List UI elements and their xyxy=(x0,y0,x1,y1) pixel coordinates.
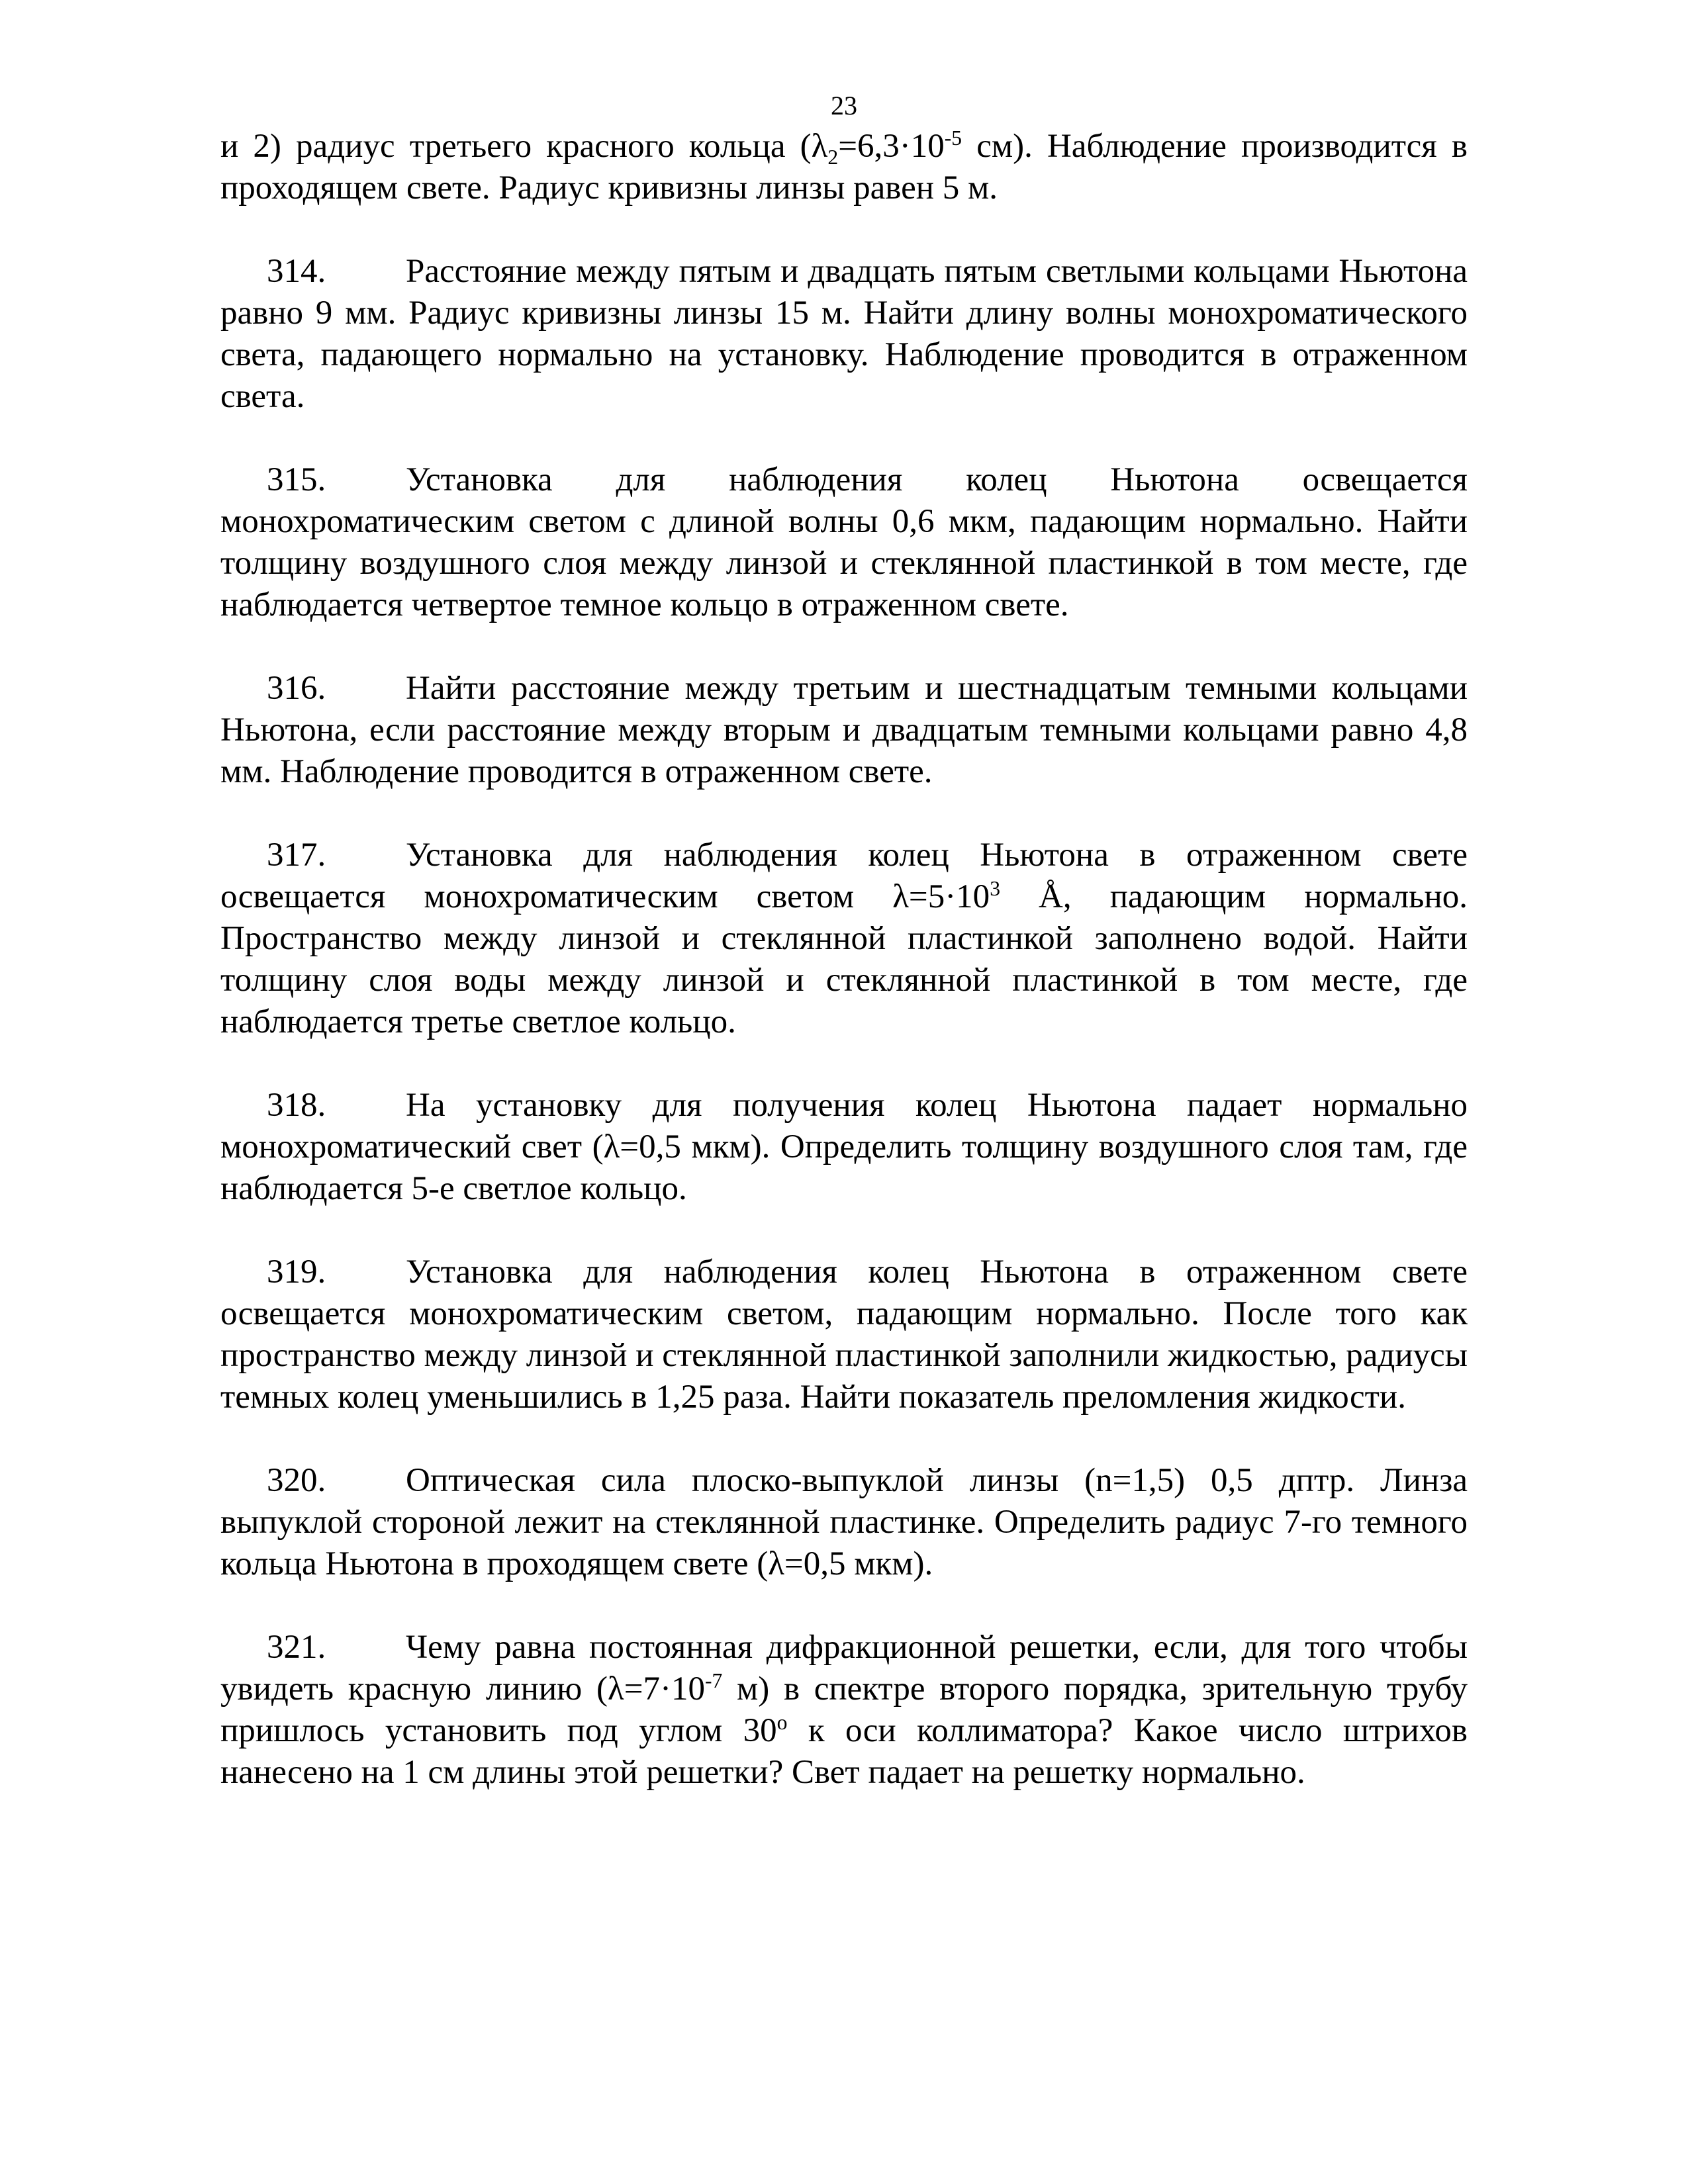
continuation-text-2: =6,3·10 xyxy=(838,128,945,165)
problem-number: 316. xyxy=(267,670,326,707)
problem-text-3: к оси коллиматора? Какое число штрихов нанесено на 1 см длины этой решетки? Свет падает на решетку нормально. xyxy=(220,1712,1468,1791)
problem-316 xyxy=(220,668,1468,793)
continuation-text-1: и 2) радиус третьего красного кольца (λ xyxy=(220,128,828,165)
page-number: 23 xyxy=(831,91,857,120)
problem-text-2: Å, падающим нормально. Пространство между линзой и стеклянной пластинкой заполнено водой. Найти толщину слоя воды между линзой и стеклянной пластинкой в том месте, где наблюдается третье светлое кольцо. xyxy=(220,878,1468,1040)
problem-315 xyxy=(220,459,1468,626)
problem-text: Расстояние между пятым и двадцать пятым светлыми кольцами Ньютона равно 9 мм. Радиус кривизны линзы 15 м. Найти длину волны монохроматического света, падающего нормально на установку. Наблюдение проводится в отраженном света. xyxy=(220,253,1468,415)
problem-superscript-1: -7 xyxy=(704,1669,723,1692)
problem-number: 321. xyxy=(267,1629,326,1666)
problem-superscript-2: o xyxy=(776,1711,788,1734)
problem-text-1: Чему равна постоянная дифракционной решетки, если, для того чтобы увидеть красную линию (λ=7·10 xyxy=(220,1629,1468,1707)
continuation-paragraph xyxy=(220,126,1468,209)
problem-number: 319. xyxy=(267,1253,326,1291)
problem-321 xyxy=(220,1627,1468,1794)
problem-text: Найти расстояние между третьим и шестнадцатым темными кольцами Ньютона, если расстояние между вторым и двадцатым темными кольцами равно 4,8 мм. Наблюдение проводится в отраженном свете. xyxy=(220,670,1468,790)
continuation-subscript: 2 xyxy=(827,146,839,169)
problem-320 xyxy=(220,1460,1468,1585)
continuation-text-3: см). Наблюдение производится в проходящем свете. Радиус кривизны линзы равен 5 м. xyxy=(220,128,1468,206)
problem-text-2: м) в спектре второго порядка, зрительную трубу пришлось установить под углом 30 xyxy=(220,1670,1468,1749)
problem-number: 315. xyxy=(267,461,326,498)
problem-314 xyxy=(220,251,1468,418)
problem-text: Установка для наблюдения колец Ньютона в отраженном свете освещается монохроматическим светом, падающим нормально. После того как пространство между линзой и стеклянной пластинкой заполнили жидкостью, радиусы темных колец уменьшились в 1,25 раза. Найти показатель преломления жидкости. xyxy=(220,1253,1468,1416)
problem-text-1: Установка для наблюдения колец Ньютона в отраженном свете освещается монохроматическим светом λ=5·10 xyxy=(220,837,1468,915)
problem-text: На установку для получения колец Ньютона падает нормально монохроматический свет (λ=0,5 мкм). Определить толщину воздушного слоя там, где наблюдается 5-е светлое кольцо. xyxy=(220,1087,1468,1207)
problem-text: Оптическая сила плоско-выпуклой линзы (n=1,5) 0,5 дптр. Линза выпуклой стороной лежит на стеклянной пластинке. Определить радиус 7-го темного кольца Ньютона в проходящем свете (λ=0,5 мкм). xyxy=(220,1462,1468,1582)
problem-text: Установка для наблюдения колец Ньютона освещается монохроматическим светом с длиной волны 0,6 мкм, падающим нормально. Найти толщину воздушного слоя между линзой и стеклянной пластинкой в том месте, где наблюдается четвертое темное кольцо в отраженном свете. xyxy=(220,461,1468,623)
problem-number: 314. xyxy=(267,253,326,290)
problem-318 xyxy=(220,1085,1468,1210)
problem-superscript: 3 xyxy=(990,877,1000,900)
problem-number: 318. xyxy=(267,1087,326,1124)
problem-317 xyxy=(220,835,1468,1043)
problem-319 xyxy=(220,1251,1468,1418)
problem-number: 320. xyxy=(267,1462,326,1499)
continuation-superscript: -5 xyxy=(944,126,962,150)
page-body xyxy=(220,126,1468,1794)
problem-number: 317. xyxy=(267,837,326,874)
